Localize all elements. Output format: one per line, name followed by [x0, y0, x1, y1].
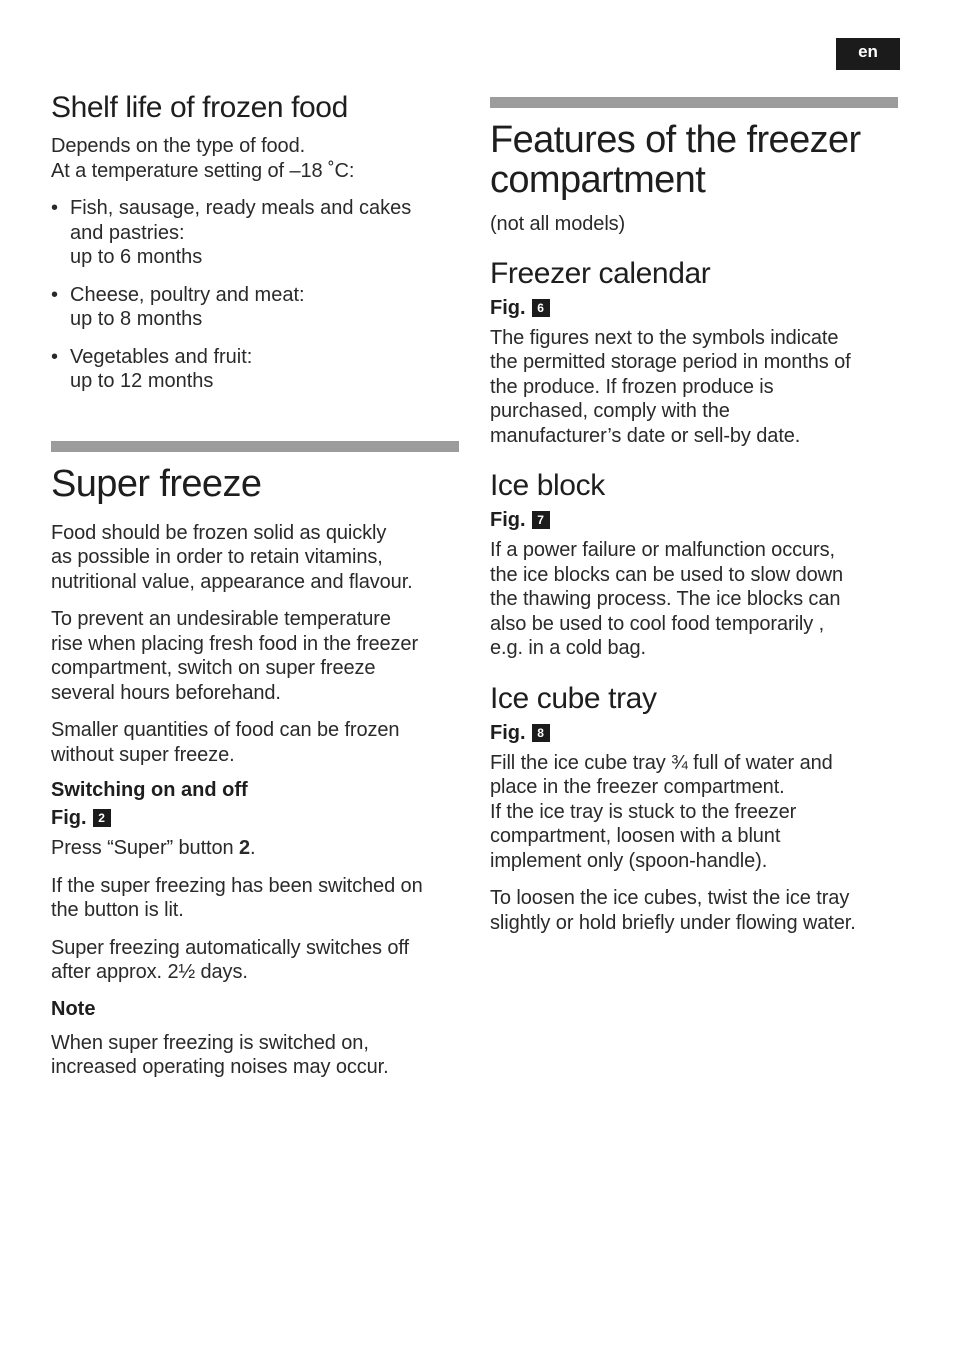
figure-reference: Fig. 6 — [490, 294, 898, 322]
freezer-calendar-heading: Freezer calendar — [490, 256, 711, 290]
list-item: • Vegetables and fruit: up to 12 months — [51, 345, 465, 394]
figure-reference: Fig. 7 — [490, 506, 898, 534]
figure-reference: Fig. 2 — [51, 804, 465, 832]
language-badge: en — [836, 38, 900, 70]
figure-number-box: 7 — [532, 511, 550, 529]
left-column — [51, 90, 465, 1080]
list-item: • Fish, sausage, ready meals and cakes and pastries: up to 6 months — [51, 196, 465, 270]
ice-cube-tray-text-2: To loosen the ice cubes, twist the ice tray slightly or hold briefly under flowing water. — [490, 887, 856, 934]
super-freeze-para-3: Smaller quantities of food can be frozen without super freeze. — [51, 719, 400, 766]
figure-reference: Fig. 8 — [490, 719, 898, 747]
list-item: • Cheese, poultry and meat: up to 8 months — [51, 283, 465, 332]
shelf-life-heading: Shelf life of frozen food — [51, 91, 348, 124]
figure-number-box: 2 — [93, 809, 111, 827]
note-heading: Note — [51, 997, 96, 1020]
shelf-intro-2: At a temperature setting of –18 ˚C: — [51, 159, 355, 182]
ice-cube-tray-text-1: Fill the ice cube tray ¾ full of water and place in the freezer compartment. If the ice tray is stuck to the freezer compartment, loosen with a blunt implement only (spoon-handle). — [490, 751, 833, 872]
shelf-intro-1: Depends on the type of food. — [51, 135, 306, 157]
section-divider — [51, 441, 459, 452]
button-number: 2 — [239, 837, 251, 859]
shelf-life-list — [51, 196, 465, 394]
note-text: When super freezing is switched on, increased operating noises may occur. — [51, 1031, 389, 1078]
switching-heading: Switching on and off — [51, 779, 248, 801]
super-freeze-para-5: Super freezing automatically switches off after approx. 2½ days. — [51, 936, 409, 983]
figure-number-box: 8 — [532, 724, 550, 742]
ice-cube-tray-heading: Ice cube tray — [490, 681, 657, 715]
super-freeze-para-2: To prevent an undesirable temperature rise when placing fresh food in the freezer compartment, switch on super freeze several hours beforehand. — [51, 608, 419, 704]
features-heading: Features of the freezer compartment — [490, 119, 861, 201]
super-freeze-para-1: Food should be frozen solid as quickly as possible in order to retain vitamins, nutritional value, appearance and flavour. — [51, 521, 413, 593]
models-note: (not all models) — [490, 213, 626, 235]
freezer-calendar-text: The figures next to the symbols indicate the permitted storage period in months of the produce. If frozen produce is purchased, comply with the manufacturer’s date or sell-by date. — [490, 326, 851, 447]
ice-block-heading: Ice block — [490, 469, 605, 502]
section-divider — [490, 97, 898, 108]
right-column — [490, 97, 898, 935]
super-freeze-para-4: If the super freezing has been switched on the button is lit. — [51, 874, 423, 921]
press-instruction: Press “Super” button 2. — [51, 837, 256, 859]
figure-number-box: 6 — [532, 299, 550, 317]
ice-block-text: If a power failure or malfunction occurs, the ice blocks can be used to slow down the thawing process. The ice blocks can also be used to cool food temporarily , e.g. in a cold bag. — [490, 539, 843, 659]
super-freeze-heading: Super freeze — [51, 462, 262, 505]
